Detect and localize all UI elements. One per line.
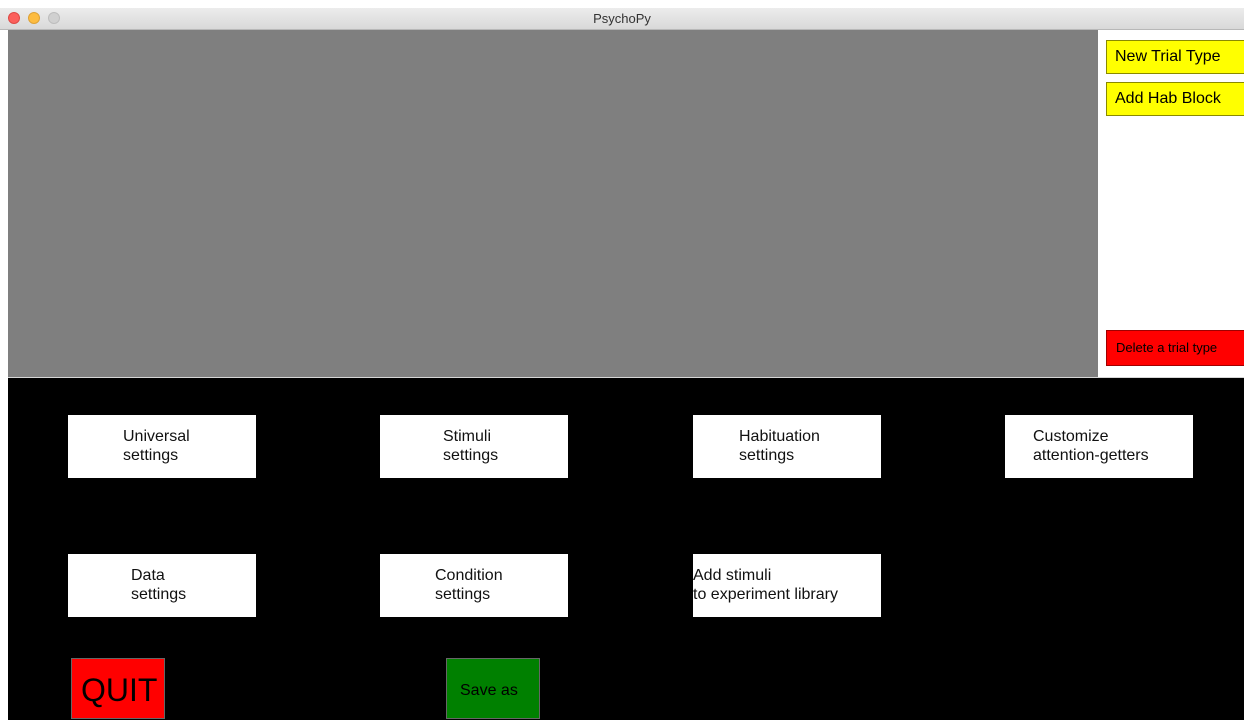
save-as-label: Save as (460, 682, 518, 699)
window-left-edge (0, 30, 8, 719)
universal-settings-label-line2: settings (123, 447, 179, 464)
window-titlebar[interactable] (0, 8, 1244, 30)
habituation-settings-label-line2: settings (739, 447, 795, 464)
stimuli-settings-label-line2: settings (443, 447, 499, 464)
delete-trial-type-button[interactable]: Delete a trial type (1106, 330, 1244, 366)
quit-label: QUIT (81, 672, 158, 708)
add-stimuli-label-line1: Add stimuli (693, 567, 772, 584)
trial-flow-area[interactable] (8, 30, 1098, 377)
data-settings-button[interactable] (68, 554, 256, 617)
data-settings-label-line2: settings (131, 586, 187, 603)
window-title: PsychoPy (593, 11, 651, 26)
add-stimuli-label-line2: to experiment library (693, 586, 838, 603)
customize-attention-getters-button[interactable] (1005, 415, 1193, 478)
attention-getters-label-line1: Customize (1033, 428, 1109, 445)
save-as-button[interactable] (446, 658, 540, 719)
attention-getters-label-line2: attention-getters (1033, 447, 1149, 464)
universal-settings-button[interactable] (68, 415, 256, 478)
stimuli-settings-button[interactable] (380, 415, 568, 478)
condition-settings-button[interactable] (380, 554, 568, 617)
stimuli-settings-label-line1: Stimuli (443, 428, 492, 445)
quit-button[interactable] (71, 658, 165, 719)
new-trial-type-button[interactable]: New Trial Type (1106, 40, 1244, 74)
condition-settings-label-line1: Condition (435, 567, 503, 584)
habituation-settings-button[interactable] (693, 415, 881, 478)
universal-settings-label-line1: Universal (123, 428, 190, 445)
add-stimuli-to-library-button[interactable] (693, 554, 881, 617)
data-settings-label-line1: Data (131, 567, 165, 584)
condition-settings-label-line2: settings (435, 586, 491, 603)
habituation-settings-label-line1: Habituation (739, 428, 820, 445)
add-hab-block-button[interactable]: Add Hab Block (1106, 82, 1244, 116)
